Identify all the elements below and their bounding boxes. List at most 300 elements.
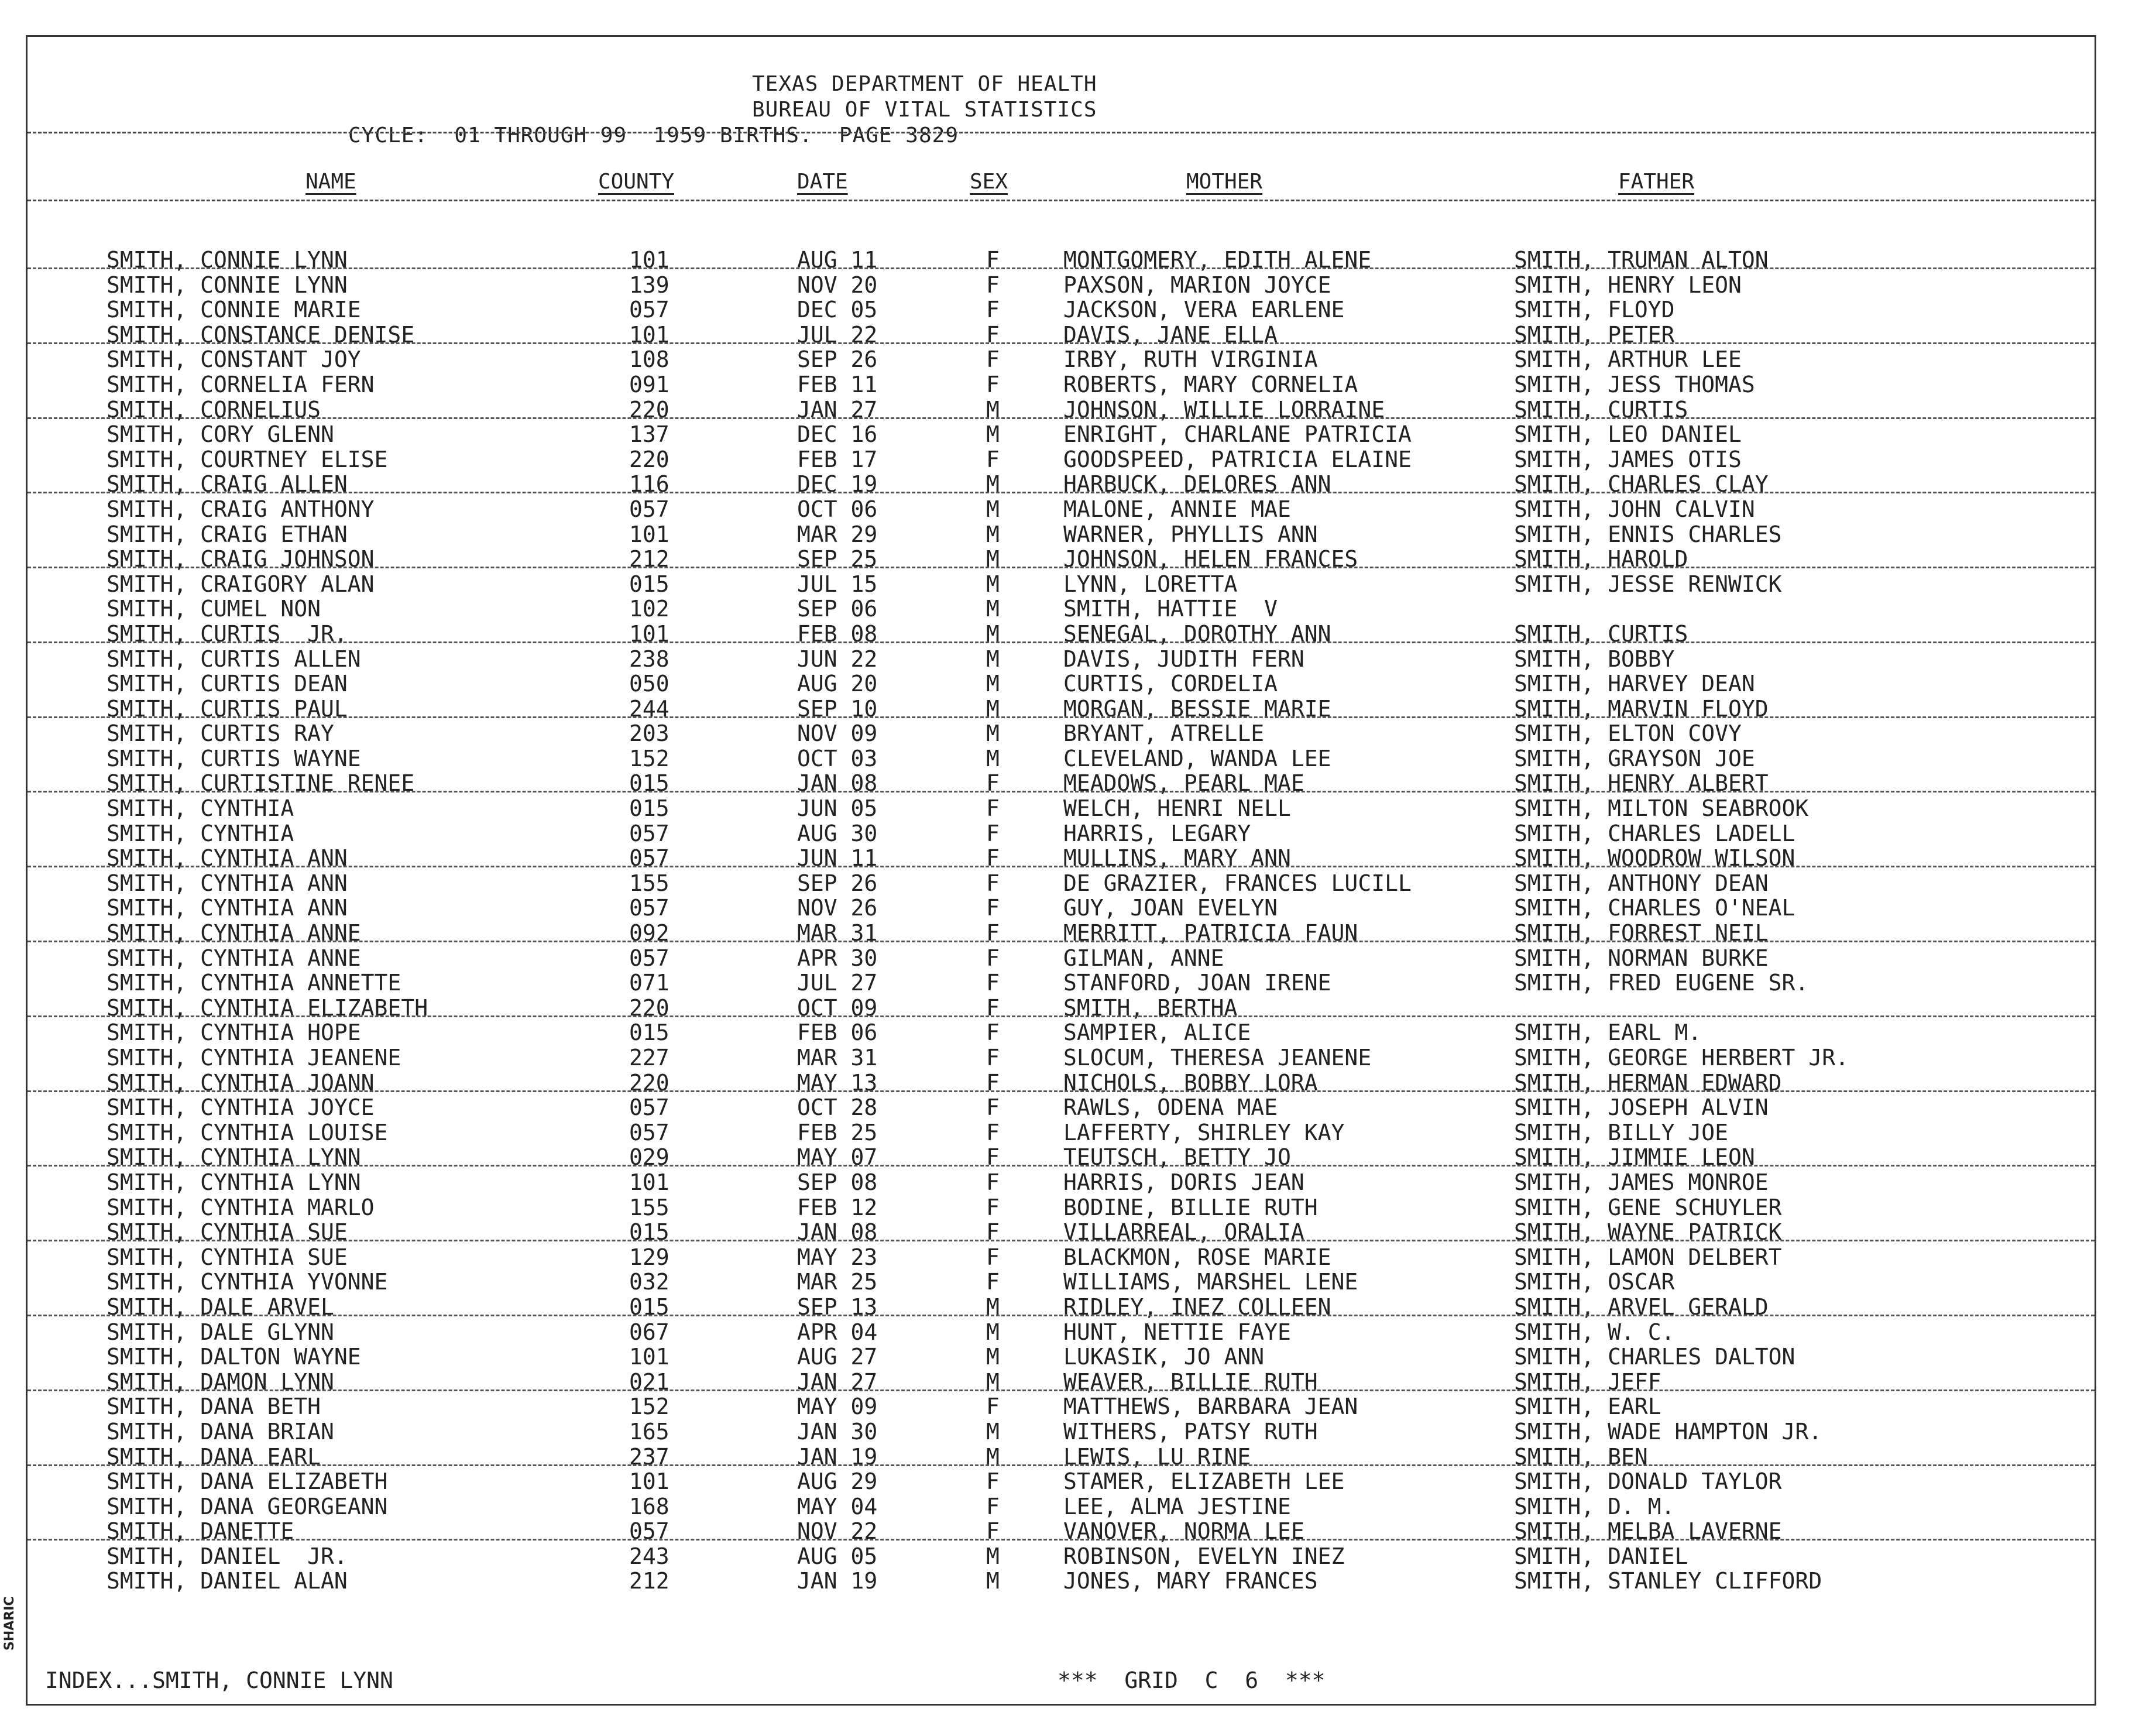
record-county: 116 [629, 471, 669, 498]
record-father: SMITH, D. M. [1514, 1493, 1675, 1519]
record-sex: F [986, 770, 1000, 797]
record-mother: MORGAN, BESSIE MARIE [1063, 695, 1331, 722]
record-row [28, 1095, 2095, 1120]
record-county: 067 [629, 1319, 669, 1345]
record-name: SMITH, CONNIE LYNN [107, 272, 348, 298]
record-mother: WARNER, PHYLLIS ANN [1063, 521, 1318, 547]
record-name: SMITH, CORNELIUS [107, 396, 321, 423]
column-header-name: NAME [305, 170, 356, 194]
record-name: SMITH, CRAIG JOHNSON [107, 546, 375, 572]
record-mother: STANFORD, JOAN IRENE [1063, 970, 1331, 996]
record-name: SMITH, CURTISTINE RENEE [107, 770, 415, 797]
record-row [28, 1344, 2095, 1370]
record-name: SMITH, CYNTHIA ANNE [107, 920, 361, 946]
record-mother: HARRIS, LEGARY [1063, 820, 1251, 846]
record-name: SMITH, DAMON LYNN [107, 1368, 334, 1395]
record-father: SMITH, JOHN CALVIN [1514, 496, 1755, 522]
record-father: SMITH, MILTON SEABROOK [1514, 795, 1809, 822]
record-sex: M [986, 496, 1000, 522]
record-county: 155 [629, 870, 669, 896]
record-county: 227 [629, 1045, 669, 1071]
record-name: SMITH, CYNTHIA ANN [107, 895, 348, 921]
record-sex: F [986, 895, 1000, 921]
record-date: MAY 04 [797, 1493, 878, 1519]
record-date: NOV 26 [797, 895, 878, 921]
record-date: SEP 26 [797, 870, 878, 896]
record-row [28, 1071, 2095, 1096]
record-sex: M [986, 745, 1000, 771]
record-date: AUG 11 [797, 247, 878, 273]
record-mother: MULLINS, MARY ANN [1063, 845, 1291, 872]
record-county: 057 [629, 820, 669, 846]
record-row [28, 1394, 2095, 1419]
record-date: FEB 11 [797, 371, 878, 397]
record-row [28, 1120, 2095, 1145]
record-mother: JOHNSON, WILLIE LORRAINE [1063, 396, 1385, 423]
record-mother: BRYANT, ATRELLE [1063, 721, 1265, 747]
record-sex: F [986, 970, 1000, 996]
record-sex: F [986, 920, 1000, 946]
record-mother: LAFFERTY, SHIRLEY KAY [1063, 1119, 1345, 1145]
record-name: SMITH, DALTON WAYNE [107, 1344, 361, 1370]
record-mother: SENEGAL, DOROTHY ANN [1063, 620, 1331, 647]
record-father: SMITH, GRAYSON JOE [1514, 745, 1755, 771]
record-date: JAN 08 [797, 1219, 878, 1246]
record-name: SMITH, CYNTHIA JOANN [107, 1069, 375, 1096]
record-date: AUG 27 [797, 1344, 878, 1370]
record-name: SMITH, DANA ELIZABETH [107, 1469, 388, 1495]
record-sex: F [986, 247, 1000, 273]
record-row [28, 422, 2095, 447]
column-header-county: COUNTY [598, 170, 675, 194]
record-father: SMITH, GENE SCHUYLER [1514, 1194, 1782, 1220]
record-county: 057 [629, 297, 669, 323]
record-date: JUN 22 [797, 646, 878, 672]
record-mother: SAMPIER, ALICE [1063, 1020, 1251, 1046]
record-father: SMITH, FORREST NEIL [1514, 920, 1769, 946]
record-mother: RAWLS, ODENA MAE [1063, 1095, 1278, 1121]
record-mother: MONTGOMERY, EDITH ALENE [1063, 247, 1372, 273]
record-date: MAY 23 [797, 1244, 878, 1270]
record-name: SMITH, CONSTANCE DENISE [107, 321, 415, 348]
record-father: SMITH, FRED EUGENE SR. [1514, 970, 1809, 996]
record-county: 212 [629, 546, 669, 572]
record-sex: F [986, 321, 1000, 348]
record-mother: JOHNSON, HELEN FRANCES [1063, 546, 1358, 572]
record-father: SMITH, BILLY JOE [1514, 1119, 1729, 1145]
record-name: SMITH, DALE GLYNN [107, 1319, 334, 1345]
record-name: SMITH, CURTIS PAUL [107, 695, 348, 722]
column-header-mother: MOTHER [1186, 170, 1263, 194]
document-frame [26, 35, 2096, 1706]
record-county: 101 [629, 247, 669, 273]
record-date: JUN 11 [797, 845, 878, 872]
record-name: SMITH, CYNTHIA [107, 820, 294, 846]
record-name: SMITH, CYNTHIA YVONNE [107, 1269, 388, 1295]
record-sex: M [986, 1368, 1000, 1395]
record-row [28, 697, 2095, 722]
record-date: FEB 17 [797, 446, 878, 472]
record-date: JAN 30 [797, 1418, 878, 1445]
record-name: SMITH, CYNTHIA HOPE [107, 1020, 361, 1046]
record-sex: M [986, 521, 1000, 547]
record-mother: MERRITT, PATRICIA FAUN [1063, 920, 1358, 946]
record-name: SMITH, DANA EARL [107, 1443, 321, 1470]
record-father: SMITH, ELTON COVY [1514, 721, 1742, 747]
record-county: 101 [629, 1469, 669, 1495]
record-sex: F [986, 1144, 1000, 1171]
record-father: SMITH, WADE HAMPTON JR. [1514, 1418, 1822, 1445]
record-row [28, 273, 2095, 298]
record-father: SMITH, JESS THOMAS [1514, 371, 1755, 397]
record-county: 057 [629, 895, 669, 921]
record-sex: F [986, 870, 1000, 896]
index-label: INDEX...SMITH, CONNIE LYNN [45, 1668, 393, 1693]
record-county: 015 [629, 1020, 669, 1046]
record-date: NOV 20 [797, 272, 878, 298]
record-father: SMITH, EARL [1514, 1394, 1661, 1420]
record-mother: DE GRAZIER, FRANCES LUCILL [1063, 870, 1412, 896]
record-father: SMITH, PETER [1514, 321, 1675, 348]
record-county: 203 [629, 721, 669, 747]
record-row [28, 796, 2095, 821]
record-sex: F [986, 297, 1000, 323]
record-date: OCT 09 [797, 994, 878, 1021]
record-mother: HARBUCK, DELORES ANN [1063, 471, 1331, 498]
record-sex: F [986, 795, 1000, 822]
record-name: SMITH, CRAIG ETHAN [107, 521, 348, 547]
record-mother: WEAVER, BILLIE RUTH [1063, 1368, 1318, 1395]
record-county: 092 [629, 920, 669, 946]
record-mother: VANOVER, NORMA LEE [1063, 1518, 1304, 1545]
record-date: MAY 09 [797, 1394, 878, 1420]
record-row [28, 1419, 2095, 1445]
record-mother: WILLIAMS, MARSHEL LENE [1063, 1269, 1358, 1295]
record-father: SMITH, DONALD TAYLOR [1514, 1469, 1782, 1495]
record-father: SMITH, LEO DANIEL [1514, 421, 1742, 448]
record-name: SMITH, CYNTHIA LYNN [107, 1169, 361, 1195]
record-mother: JACKSON, VERA EARLENE [1063, 297, 1345, 323]
record-name: SMITH, CORY GLENN [107, 421, 334, 448]
records-list [28, 248, 2095, 1594]
record-sex: M [986, 1418, 1000, 1445]
record-mother: RIDLEY, INEZ COLLEEN [1063, 1294, 1331, 1320]
record-mother: MEADOWS, PEARL MAE [1063, 770, 1304, 797]
record-row [28, 472, 2095, 497]
record-name: SMITH, CRAIG ANTHONY [107, 496, 375, 522]
record-father: SMITH, ARVEL GERALD [1514, 1294, 1769, 1320]
record-name: SMITH, CRAIGORY ALAN [107, 571, 375, 597]
record-name: SMITH, CONNIE LYNN [107, 247, 348, 273]
column-header-date: DATE [797, 170, 848, 194]
record-father: SMITH, MELBA LAVERNE [1514, 1518, 1782, 1545]
record-row [28, 1569, 2095, 1594]
record-county: 101 [629, 521, 669, 547]
record-row [28, 497, 2095, 522]
record-date: MAR 31 [797, 920, 878, 946]
record-county: 057 [629, 845, 669, 872]
record-name: SMITH, CURTIS JR. [107, 620, 348, 647]
record-row [28, 323, 2095, 348]
record-sex: M [986, 596, 1000, 622]
record-mother: CURTIS, CORDELIA [1063, 671, 1278, 697]
record-row [28, 871, 2095, 896]
record-father: SMITH, JAMES OTIS [1514, 446, 1742, 472]
record-date: FEB 08 [797, 620, 878, 647]
record-row [28, 721, 2095, 746]
record-date: DEC 05 [797, 297, 878, 323]
record-county: 057 [629, 496, 669, 522]
record-county: 220 [629, 994, 669, 1021]
record-row [28, 1370, 2095, 1395]
record-sex: F [986, 945, 1000, 971]
record-mother: ENRIGHT, CHARLANE PATRICIA [1063, 421, 1412, 448]
record-county: 165 [629, 1418, 669, 1445]
record-mother: ROBERTS, MARY CORNELIA [1063, 371, 1358, 397]
record-row [28, 1544, 2095, 1569]
record-mother: IRBY, RUTH VIRGINIA [1063, 346, 1318, 373]
header-cycle: CYCLE: 01 THROUGH 99 1959 BIRTHS. PAGE 3829 [348, 123, 959, 147]
record-date: MAR 31 [797, 1045, 878, 1071]
record-sex: F [986, 1194, 1000, 1220]
record-name: SMITH, CURTIS RAY [107, 721, 334, 747]
header-title: TEXAS DEPARTMENT OF HEALTH [752, 72, 1097, 96]
record-county: 015 [629, 1219, 669, 1246]
record-mother: NICHOLS, BOBBY LORA [1063, 1069, 1318, 1096]
record-sex: F [986, 346, 1000, 373]
record-father: SMITH, LAMON DELBERT [1514, 1244, 1782, 1270]
record-sex: F [986, 845, 1000, 872]
record-father: SMITH, ENNIS CHARLES [1514, 521, 1782, 547]
record-row [28, 1170, 2095, 1195]
record-sex: M [986, 646, 1000, 672]
record-name: SMITH, CONNIE MARIE [107, 297, 361, 323]
record-row [28, 1220, 2095, 1245]
record-county: 168 [629, 1493, 669, 1519]
record-father: SMITH, MARVIN FLOYD [1514, 695, 1769, 722]
record-father: SMITH, JIMMIE LEON [1514, 1144, 1755, 1171]
record-date: SEP 13 [797, 1294, 878, 1320]
record-father: SMITH, FLOYD [1514, 297, 1675, 323]
record-name: SMITH, DANETTE [107, 1518, 294, 1545]
record-county: 091 [629, 371, 669, 397]
record-father: SMITH, HENRY LEON [1514, 272, 1742, 298]
record-county: 238 [629, 646, 669, 672]
record-sex: M [986, 620, 1000, 647]
record-row [28, 522, 2095, 547]
record-father: SMITH, OSCAR [1514, 1269, 1675, 1295]
record-county: 032 [629, 1269, 669, 1295]
record-county: 139 [629, 272, 669, 298]
record-date: JUN 05 [797, 795, 878, 822]
record-county: 220 [629, 446, 669, 472]
record-county: 212 [629, 1568, 669, 1594]
record-date: JAN 27 [797, 396, 878, 423]
record-sex: F [986, 371, 1000, 397]
record-row [28, 1045, 2095, 1071]
record-date: SEP 10 [797, 695, 878, 722]
record-mother: WELCH, HENRI NELL [1063, 795, 1291, 822]
record-date: DEC 19 [797, 471, 878, 498]
record-row [28, 946, 2095, 971]
record-date: OCT 06 [797, 496, 878, 522]
record-county: 015 [629, 1294, 669, 1320]
record-mother: PAXSON, MARION JOYCE [1063, 272, 1331, 298]
record-row [28, 671, 2095, 697]
record-father: SMITH, JESSE RENWICK [1514, 571, 1782, 597]
record-county: 101 [629, 321, 669, 348]
record-father: SMITH, HENRY ALBERT [1514, 770, 1769, 797]
record-sex: F [986, 994, 1000, 1021]
record-county: 102 [629, 596, 669, 622]
record-sex: M [986, 396, 1000, 423]
record-father: SMITH, CURTIS [1514, 620, 1688, 647]
record-father: SMITH, WAYNE PATRICK [1514, 1219, 1782, 1246]
record-county: 029 [629, 1144, 669, 1171]
record-county: 108 [629, 346, 669, 373]
record-name: SMITH, CURTIS ALLEN [107, 646, 361, 672]
record-sex: F [986, 1244, 1000, 1270]
record-name: SMITH, CYNTHIA LYNN [107, 1144, 361, 1171]
record-date: SEP 08 [797, 1169, 878, 1195]
record-mother: JONES, MARY FRANCES [1063, 1568, 1318, 1594]
record-row [28, 1295, 2095, 1320]
record-father: SMITH, WOODROW WILSON [1514, 845, 1795, 872]
record-name: SMITH, CYNTHIA LOUISE [107, 1119, 388, 1145]
record-mother: HUNT, NETTIE FAYE [1063, 1319, 1291, 1345]
record-sex: M [986, 1344, 1000, 1370]
record-county: 129 [629, 1244, 669, 1270]
record-name: SMITH, CYNTHIA ANN [107, 845, 348, 872]
record-mother: TEUTSCH, BETTY JO [1063, 1144, 1291, 1171]
record-county: 050 [629, 671, 669, 697]
record-date: AUG 29 [797, 1469, 878, 1495]
record-sex: F [986, 1269, 1000, 1295]
record-mother: MATTHEWS, BARBARA JEAN [1063, 1394, 1358, 1420]
record-county: 237 [629, 1443, 669, 1470]
record-name: SMITH, DANA BETH [107, 1394, 321, 1420]
header-subtitle: BUREAU OF VITAL STATISTICS [752, 98, 1097, 122]
column-header-father: FATHER [1618, 170, 1695, 194]
record-row [28, 547, 2095, 572]
record-row [28, 1020, 2095, 1045]
record-father: SMITH, CHARLES O'NEAL [1514, 895, 1795, 921]
record-row [28, 746, 2095, 771]
record-mother: LEWIS, LU RINE [1063, 1443, 1251, 1470]
header-divider [28, 132, 2095, 133]
column-header-divider [28, 200, 2095, 201]
record-county: 220 [629, 396, 669, 423]
record-father: SMITH, HAROLD [1514, 546, 1688, 572]
record-county: 057 [629, 1119, 669, 1145]
record-mother: ROBINSON, EVELYN INEZ [1063, 1543, 1345, 1569]
record-sex: F [986, 1219, 1000, 1246]
record-name: SMITH, DALE ARVEL [107, 1294, 334, 1320]
record-mother: BODINE, BILLIE RUTH [1063, 1194, 1318, 1220]
record-name: SMITH, CONSTANT JOY [107, 346, 361, 373]
record-mother: CLEVELAND, WANDA LEE [1063, 745, 1331, 771]
record-sex: M [986, 421, 1000, 448]
record-county: 137 [629, 421, 669, 448]
record-mother: BLACKMON, ROSE MARIE [1063, 1244, 1331, 1270]
record-father: SMITH, CURTIS [1514, 396, 1688, 423]
record-mother: SLOCUM, THERESA JEANENE [1063, 1045, 1372, 1071]
record-row [28, 821, 2095, 846]
side-stamp: SHARIC [2, 1596, 17, 1651]
record-date: JUL 22 [797, 321, 878, 348]
record-sex: F [986, 1493, 1000, 1519]
record-mother: DAVIS, JANE ELLA [1063, 321, 1278, 348]
record-county: 152 [629, 745, 669, 771]
record-father: SMITH, BEN [1514, 1443, 1648, 1470]
record-name: SMITH, CYNTHIA ANN [107, 870, 348, 896]
record-date: OCT 28 [797, 1095, 878, 1121]
record-mother: LUKASIK, JO ANN [1063, 1344, 1265, 1370]
record-county: 101 [629, 620, 669, 647]
record-row [28, 372, 2095, 397]
record-father: SMITH, ARTHUR LEE [1514, 346, 1742, 373]
record-sex: M [986, 571, 1000, 597]
record-date: SEP 25 [797, 546, 878, 572]
record-county: 015 [629, 571, 669, 597]
record-father: SMITH, DANIEL [1514, 1543, 1688, 1569]
record-date: MAY 13 [797, 1069, 878, 1096]
record-county: 057 [629, 1518, 669, 1545]
record-date: SEP 06 [797, 596, 878, 622]
record-sex: F [986, 1119, 1000, 1145]
record-date: APR 30 [797, 945, 878, 971]
record-county: 057 [629, 945, 669, 971]
record-name: SMITH, CYNTHIA ANNE [107, 945, 361, 971]
record-date: FEB 25 [797, 1119, 878, 1145]
record-name: SMITH, CORNELIA FERN [107, 371, 375, 397]
record-name: SMITH, DANA BRIAN [107, 1418, 334, 1445]
record-name: SMITH, COURTNEY ELISE [107, 446, 388, 472]
record-date: AUG 20 [797, 671, 878, 697]
record-county: 244 [629, 695, 669, 722]
record-row [28, 447, 2095, 472]
record-date: NOV 09 [797, 721, 878, 747]
record-date: APR 04 [797, 1319, 878, 1345]
record-mother: LYNN, LORETTA [1063, 571, 1238, 597]
record-father: SMITH, CHARLES DALTON [1514, 1344, 1795, 1370]
record-row [28, 596, 2095, 622]
record-county: 220 [629, 1069, 669, 1096]
record-father: SMITH, W. C. [1514, 1319, 1675, 1345]
record-row [28, 896, 2095, 921]
record-mother: STAMER, ELIZABETH LEE [1063, 1469, 1345, 1495]
record-date: JAN 19 [797, 1568, 878, 1594]
record-sex: F [986, 272, 1000, 298]
record-father: SMITH, HARVEY DEAN [1514, 671, 1755, 697]
record-father: SMITH, NORMAN BURKE [1514, 945, 1769, 971]
record-date: MAR 29 [797, 521, 878, 547]
grid-label: *** GRID C 6 *** [1058, 1668, 1326, 1693]
record-row [28, 397, 2095, 423]
record-name: SMITH, CYNTHIA SUE [107, 1244, 348, 1270]
record-county: 101 [629, 1344, 669, 1370]
record-name: SMITH, CUMEL NON [107, 596, 321, 622]
record-date: NOV 22 [797, 1518, 878, 1545]
record-name: SMITH, CYNTHIA ELIZABETH [107, 994, 428, 1021]
record-name: SMITH, CYNTHIA SUE [107, 1219, 348, 1246]
record-sex: M [986, 1294, 1000, 1320]
record-name: SMITH, CYNTHIA MARLO [107, 1194, 375, 1220]
record-row [28, 347, 2095, 372]
record-row [28, 970, 2095, 996]
record-county: 155 [629, 1194, 669, 1220]
record-sex: F [986, 820, 1000, 846]
